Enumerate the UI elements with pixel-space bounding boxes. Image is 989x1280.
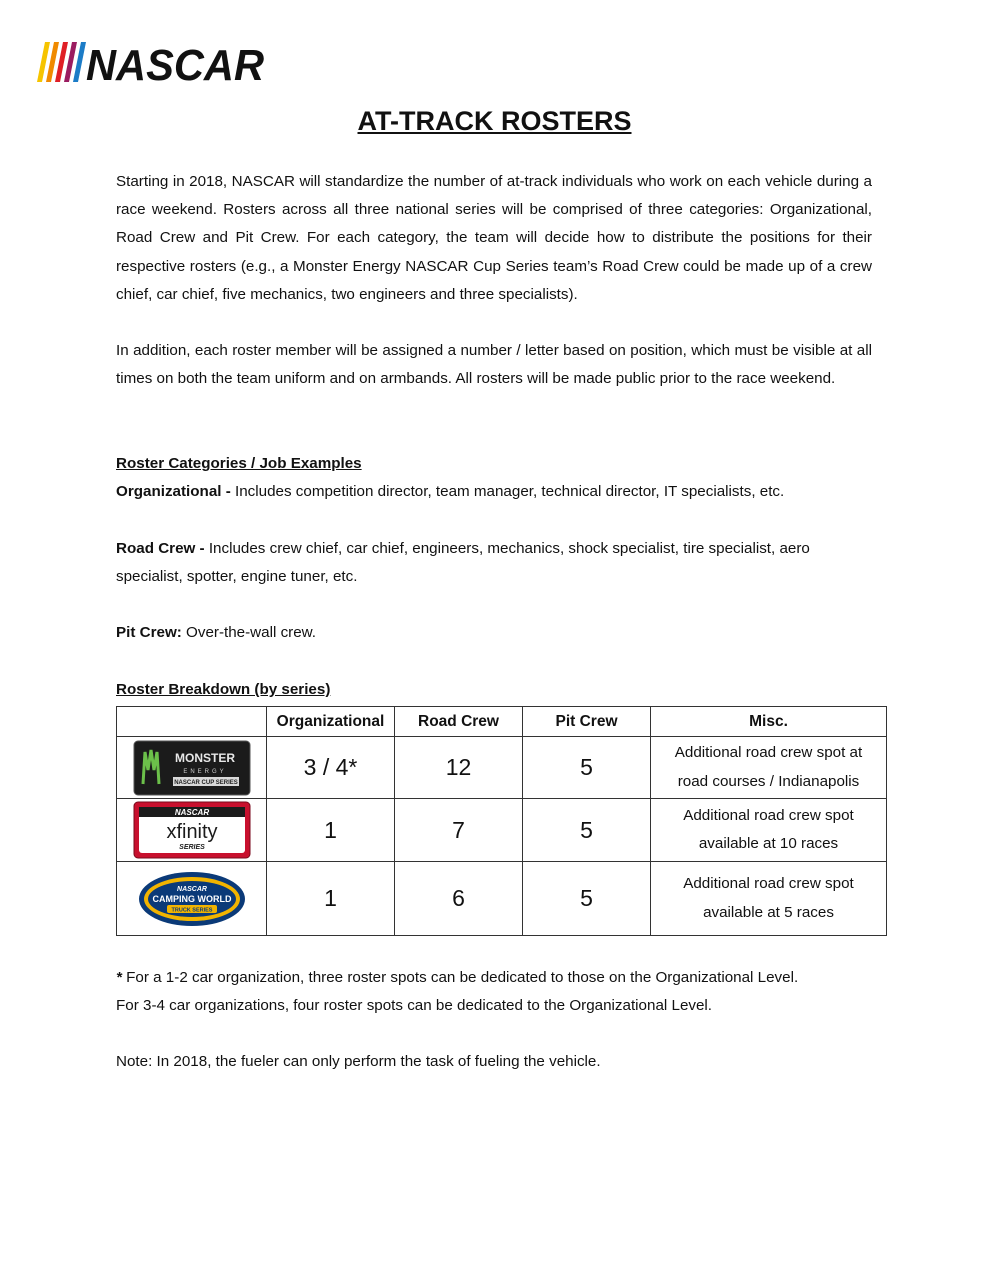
intro-paragraph: Starting in 2018, NASCAR will standardize the number of at-track individuals who work on each vehicle during a race weekend. Rosters across all three national series will be comprised of three categories: Organizational, Road Crew and Pit Crew. For each category, the team will decide how to distribute the positions for their respective rosters (e.g., a Monster Energy NASCAR Cup Series team’s Road Crew could be made up of a crew chief, car chief, five mechanics, two engineers and three specialists). <box>116 173 872 303</box>
logo-line2: CAMPING WORLD <box>152 893 231 904</box>
header-organizational: Organizational <box>267 707 395 737</box>
numbering-paragraph: In addition, each roster member will be assigned a number / letter based on position, which must be visible at all times on both the team uniform and on armbands. All rosters will be made public prior to the race weekend. <box>116 342 872 388</box>
fueler-note: Note: In 2018, the fueler can only perform the task of fueling the vehicle. <box>116 1053 601 1070</box>
logo-line2: ENERGY <box>182 768 227 775</box>
table-header-row <box>117 707 887 737</box>
logo-line3: NASCAR CUP SERIES <box>173 779 238 786</box>
table-row <box>117 862 887 936</box>
logo-line3: SERIES <box>178 844 205 851</box>
xfinity-series-logo <box>133 801 251 859</box>
table-row <box>117 737 887 799</box>
category-pit-crew-text: Over-the-wall crew. <box>181 624 317 641</box>
logo-line1: NASCAR <box>176 885 207 893</box>
category-organizational <box>116 478 876 506</box>
xfinity-misc <box>651 799 887 862</box>
roster-breakdown-table <box>116 706 887 936</box>
xfinity-road-crew: 7 <box>395 799 523 862</box>
category-pit-crew-label: Pit Crew: <box>116 624 182 641</box>
series-logo-cell <box>117 862 267 936</box>
truck-pit-crew: 5 <box>523 862 651 936</box>
cup-pit-crew: 5 <box>523 737 651 799</box>
logo-line1: MONSTER <box>174 750 235 765</box>
truck-road-crew: 6 <box>395 862 523 936</box>
truck-organizational: 1 <box>267 862 395 936</box>
series-logo-cell <box>117 799 267 862</box>
xfinity-organizational: 1 <box>267 799 395 862</box>
logo-line1: NASCAR <box>174 808 209 817</box>
nascar-logo <box>36 40 270 84</box>
category-road-crew-label: Road Crew - <box>116 540 205 557</box>
footnote-line2: For 3-4 car organizations, four roster spots can be dedicated to the Organizational Level. <box>116 997 713 1014</box>
truck-misc-text: Additional road crew spot available at 5 races <box>683 875 854 921</box>
footnote-mark: * <box>116 969 122 986</box>
monster-cup-logo <box>133 740 251 796</box>
category-road-crew <box>116 535 856 591</box>
nascar-logo-text: NASCAR <box>86 41 265 84</box>
categories-heading: Roster Categories / Job Examples <box>116 455 362 472</box>
logo-line3: TRUCK SERIES <box>171 907 212 913</box>
logo-line2: xfinity <box>165 821 218 843</box>
breakdown-heading: Roster Breakdown (by series) <box>116 681 331 698</box>
series-logo-cell <box>117 737 267 799</box>
footnote-text1: For a 1-2 car organization, three roster spots can be dedicated to those on the Organizational Level. <box>121 969 799 986</box>
truck-misc <box>651 862 887 936</box>
cup-misc <box>651 737 887 799</box>
header-logo <box>117 707 267 737</box>
page-title: AT-TRACK ROSTERS <box>357 106 632 136</box>
header-pit-crew: Pit Crew <box>523 707 651 737</box>
cup-misc-text: Additional road crew spot at road courses / Indianapolis <box>674 744 863 790</box>
cup-organizational: 3 / 4* <box>267 737 395 799</box>
table-row <box>117 799 887 862</box>
footnote-line1 <box>116 964 876 992</box>
category-organizational-text: Includes competition director, team manager, technical director, IT specialists, etc. <box>230 483 785 500</box>
header-misc: Misc. <box>651 707 887 737</box>
cup-road-crew: 12 <box>395 737 523 799</box>
header-road-crew: Road Crew <box>395 707 523 737</box>
category-organizational-label: Organizational - <box>116 483 231 500</box>
truck-series-logo <box>137 870 247 928</box>
category-road-crew-text: Includes crew chief, car chief, engineers, mechanics, shock specialist, tire specialist, aero specialist, spotter, engine tuner, etc. <box>116 540 810 586</box>
category-pit-crew <box>116 619 876 647</box>
xfinity-misc-text: Additional road crew spot available at 10 races <box>683 806 854 852</box>
xfinity-pit-crew: 5 <box>523 799 651 862</box>
